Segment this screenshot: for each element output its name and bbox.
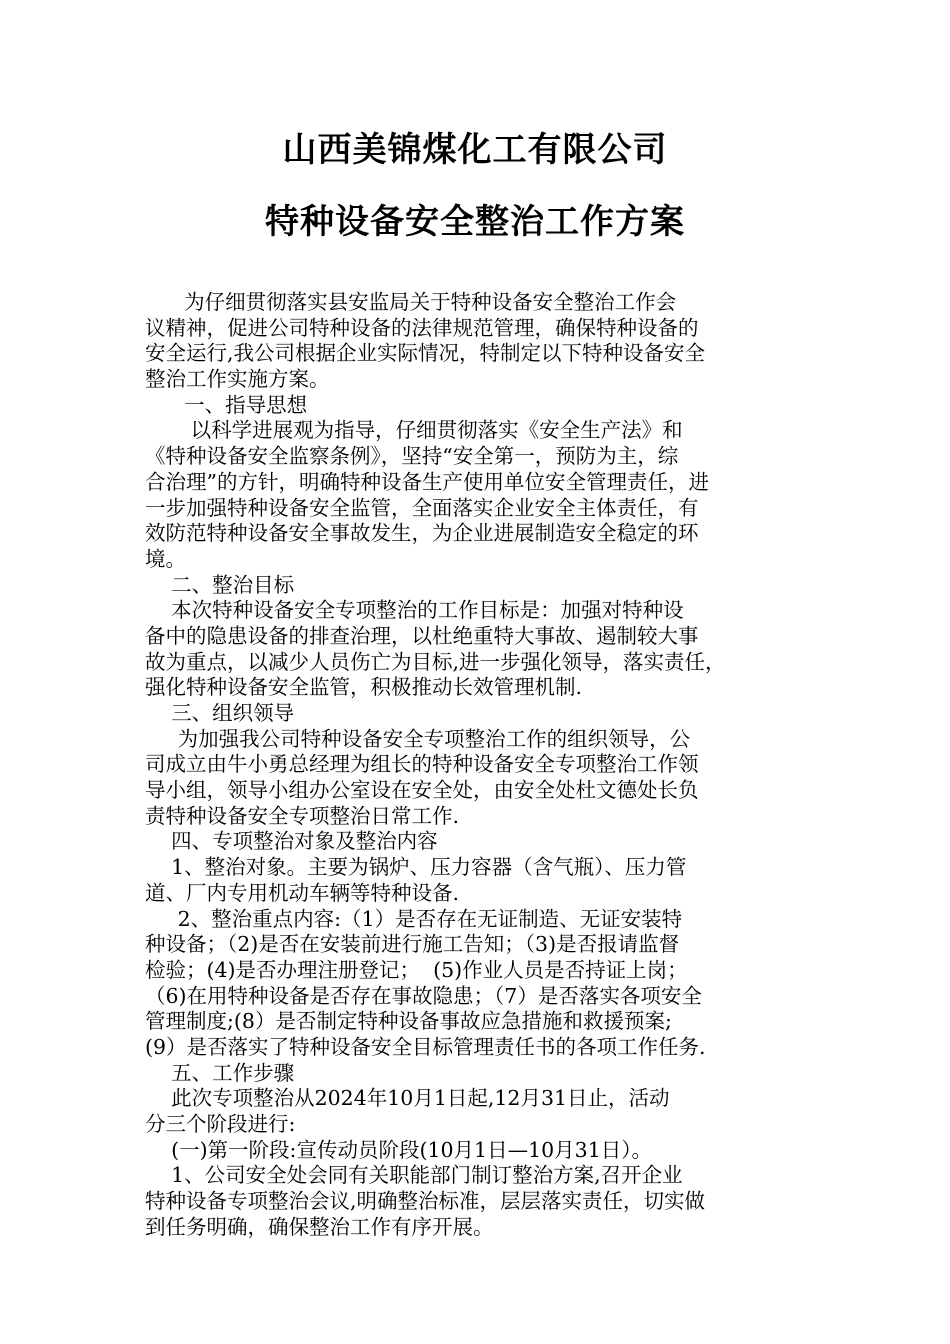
body-line: 本次特种设备安全专项整治的工作目标是：加强对特种设 <box>145 598 684 623</box>
body-line: （6)在用特种设备是否存在事故隐患；（7）是否落实各项安全 <box>145 983 702 1008</box>
body-line: 二、整治目标 <box>145 572 295 597</box>
body-line: 责特种设备安全专项整治日常工作. <box>145 803 460 828</box>
body-line: 2、整治重点内容:（1）是否存在无证制造、无证安装特 <box>145 906 683 931</box>
body-line: 三、组织领导 <box>145 701 295 725</box>
body-line: 合治理”的方针，明确特种设备生产使用单位安全管理责任，进 <box>145 469 709 494</box>
body-line: 一步加强特种设备安全监管，全面落实企业安全主体责任，有 <box>145 495 699 520</box>
body-line: 司成立由牛小勇总经理为组长的特种设备安全专项整治工作领 <box>145 752 699 777</box>
body-line: 境。 <box>145 546 186 571</box>
body-line: 议精神，促进公司特种设备的法律规范管理，确保特种设备的 <box>145 315 699 340</box>
body-line: 道、厂内专用机动车辆等特种设备. <box>145 880 460 905</box>
body-line: (一)第一阶段:宣传动员阶段(10月1日—10月31日）。 <box>145 1137 653 1162</box>
body-line: 导小组，领导小组办公室设在安全处，由安全处杜文德处长负 <box>145 778 699 803</box>
body-line: 分三个阶段进行: <box>145 1112 296 1136</box>
company-title: 山西美锦煤化工有限公司 <box>282 130 668 170</box>
body-line: 整治工作实施方案。 <box>145 367 330 392</box>
body-line: 此次专项整治从2024年10月1日起,12月31日止，活动 <box>145 1086 670 1111</box>
document-title: 特种设备安全整治工作方案 <box>265 202 685 242</box>
body-line: (9）是否落实了特种设备安全目标管理责任书的各项工作任务. <box>145 1034 706 1059</box>
body-line: 强化特种设备安全监管，积极推动长效管理机制. <box>145 675 583 700</box>
body-line: 检验；(4)是否办理注册登记； (5)作业人员是否持证上岗； <box>145 957 688 982</box>
body-line: 五、工作步骤 <box>145 1060 295 1085</box>
body-line: 四、专项整治对象及整治内容 <box>145 829 438 854</box>
body-line: 故为重点，以减少人员伤亡为目标,进一步强化领导，落实责任， <box>145 649 726 674</box>
body-line: 管理制度;(8）是否制定特种设备事故应急措施和救援预案; <box>145 1009 672 1034</box>
body-line: 1、公司安全处会同有关职能部门制订整治方案,召开企业 <box>145 1163 683 1188</box>
body-line: 1、整治对象。主要为锅炉、压力容器（含气瓶）、压力管 <box>145 855 687 880</box>
body-line: 安全运行,我公司根据企业实际情况，特制定以下特种设备安全 <box>145 341 706 366</box>
body-line: 为仔细贯彻落实县安监局关于特种设备安全整治工作会 <box>145 290 677 314</box>
body-line: 效防范特种设备安全事故发生，为企业进展制造安全稳定的环 <box>145 521 699 546</box>
document-body <box>145 290 813 1240</box>
body-line: 特种设备专项整治会议,明确整治标准，层层落实责任，切实做 <box>145 1189 706 1214</box>
body-line: 一、指导思想 <box>145 392 308 417</box>
body-line: 以科学进展观为指导，仔细贯彻落实《安全生产法》和 <box>145 418 683 443</box>
body-line: 种设备；（2)是否在安装前进行施工告知；（3)是否报请监督 <box>145 932 680 957</box>
body-line: 备中的隐患设备的排查治理，以杜绝重特大事故、遏制较大事 <box>145 623 699 648</box>
body-line: 《特种设备安全监察条例》，坚持“安全第一，预防为主，综 <box>145 444 679 469</box>
body-line: 到任务明确，确保整治工作有序开展。 <box>145 1214 494 1239</box>
body-line: 为加强我公司特种设备安全专项整治工作的组织领导，公 <box>145 726 691 751</box>
